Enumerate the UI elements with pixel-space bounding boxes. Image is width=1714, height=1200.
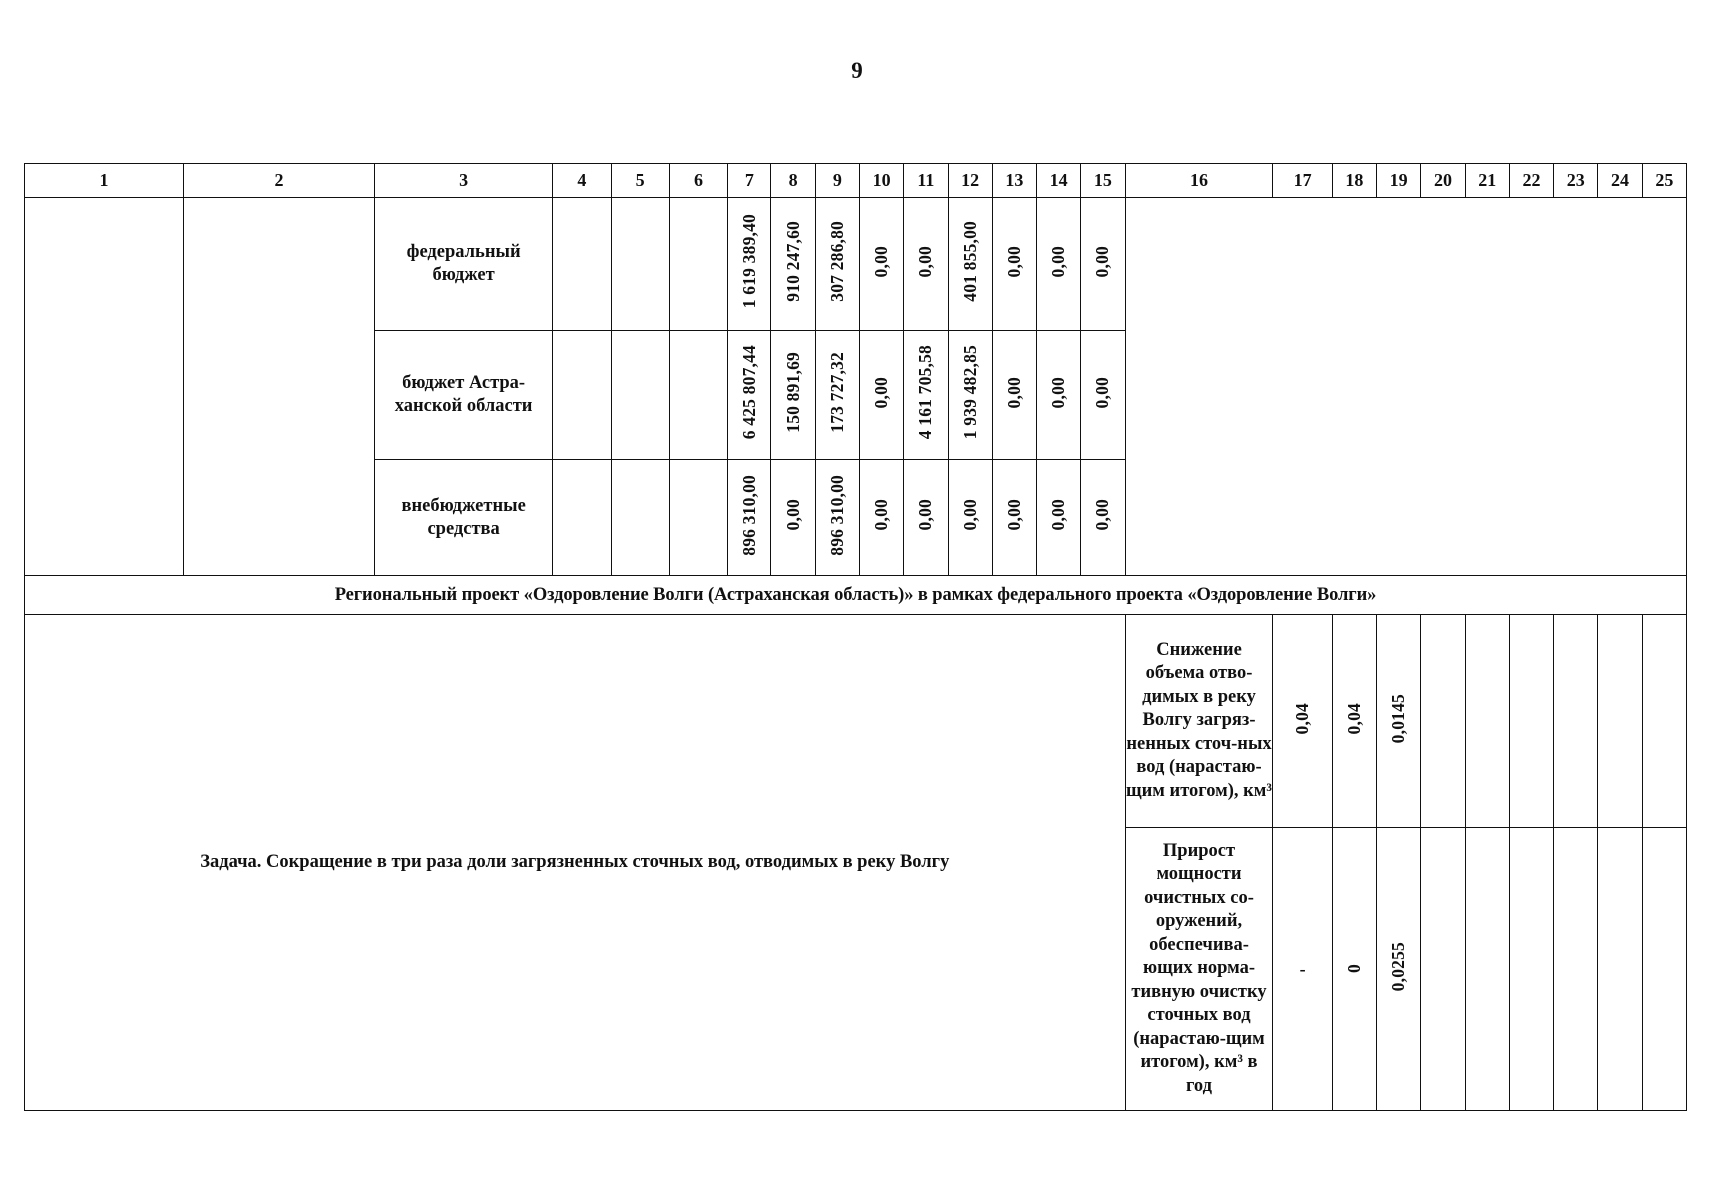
indicator-value: 0,0255	[1388, 941, 1409, 992]
col-header: 7	[728, 164, 771, 198]
indicator-value-cell	[1273, 615, 1332, 828]
empty-cell	[1465, 615, 1509, 828]
funding-row	[25, 198, 1687, 331]
empty-cell	[553, 331, 611, 460]
empty-cell	[1642, 828, 1686, 1111]
col-header: 10	[859, 164, 903, 198]
amount-cell	[815, 198, 859, 331]
funding-source: бюджет Астра-ханской области	[375, 331, 553, 460]
amount-value: 0,00	[871, 376, 892, 409]
empty-cell	[1465, 828, 1509, 1111]
funding-source: федеральный бюджет	[375, 198, 553, 331]
amount-cell	[1081, 198, 1125, 331]
regional-project-row	[25, 576, 1687, 615]
amount-value: 173 727,32	[826, 352, 847, 433]
amount-cell	[1037, 331, 1081, 460]
amount-cell	[948, 460, 992, 576]
amount-cell	[992, 460, 1036, 576]
col-header: 18	[1332, 164, 1376, 198]
amount-cell	[948, 198, 992, 331]
amount-cell	[771, 331, 815, 460]
amount-cell	[815, 331, 859, 460]
empty-cell	[669, 198, 727, 331]
col-header: 6	[669, 164, 727, 198]
amount-cell	[771, 198, 815, 331]
col-header: 2	[183, 164, 374, 198]
col-header: 24	[1598, 164, 1642, 198]
amount-value: 0,00	[871, 499, 892, 531]
col-header: 12	[948, 164, 992, 198]
amount-cell	[992, 331, 1036, 460]
amount-value: 307 286,80	[826, 221, 847, 302]
empty-cell	[183, 198, 374, 576]
amount-cell	[1037, 460, 1081, 576]
col-header: 21	[1465, 164, 1509, 198]
amount-value: 1 619 389,40	[738, 214, 759, 309]
col-header: 3	[375, 164, 553, 198]
empty-cell	[1554, 615, 1598, 828]
amount-cell	[992, 198, 1036, 331]
amount-cell	[1081, 331, 1125, 460]
indicator-value-cell	[1332, 828, 1376, 1111]
page-number: 9	[851, 58, 863, 83]
amount-cell	[904, 460, 948, 576]
empty-cell	[1509, 828, 1553, 1111]
amount-cell	[859, 198, 903, 331]
col-header: 8	[771, 164, 815, 198]
col-header: 25	[1642, 164, 1686, 198]
regional-project-title: Региональный проект «Оздоровление Волги (Астраханская область)» в рамках федерального проекта «Оздоровление Волги»	[25, 576, 1687, 615]
empty-cell	[1421, 615, 1465, 828]
amount-value: 6 425 807,44	[738, 345, 759, 440]
amount-value: 0,00	[871, 245, 892, 278]
indicator-row	[25, 615, 1687, 828]
empty-cell	[611, 331, 669, 460]
indicator-value-cell	[1273, 828, 1332, 1111]
empty-cell	[1598, 615, 1642, 828]
amount-value: 0,00	[1048, 499, 1069, 531]
amount-value: 0,00	[959, 499, 980, 531]
col-header: 20	[1421, 164, 1465, 198]
amount-value: 0,00	[1092, 499, 1113, 531]
amount-cell	[904, 331, 948, 460]
amount-value: 150 891,69	[782, 352, 803, 433]
col-header: 14	[1037, 164, 1081, 198]
indicator-value: 0,0145	[1388, 693, 1409, 744]
empty-cell	[1642, 615, 1686, 828]
amount-cell	[859, 460, 903, 576]
indicator-value-cell	[1332, 615, 1376, 828]
indicator-value-cell	[1377, 828, 1421, 1111]
amount-value: 401 855,00	[959, 221, 980, 302]
amount-cell	[859, 331, 903, 460]
amount-value: 0,00	[1092, 376, 1113, 409]
empty-cell	[1598, 828, 1642, 1111]
col-header: 23	[1554, 164, 1598, 198]
empty-cell	[1421, 828, 1465, 1111]
col-header: 5	[611, 164, 669, 198]
amount-cell	[1081, 460, 1125, 576]
empty-cell	[611, 198, 669, 331]
amount-value: 910 247,60	[782, 221, 803, 302]
amount-value: 0,00	[915, 245, 936, 278]
amount-value: 896 310,00	[738, 474, 759, 556]
empty-cell	[1509, 615, 1553, 828]
indicator-value: 0	[1343, 964, 1364, 973]
amount-value: 0,00	[1003, 499, 1024, 531]
col-header: 17	[1273, 164, 1332, 198]
indicator-value: 0,04	[1292, 702, 1313, 735]
empty-cell	[553, 460, 611, 576]
amount-cell	[728, 460, 771, 576]
empty-cell	[611, 460, 669, 576]
indicator-name: Снижение объема отво-димых в реку Волгу загряз-ненных сточ-ных вод (нарастаю-щим итогом), км³	[1125, 615, 1273, 828]
empty-cell	[25, 198, 184, 576]
empty-cell	[1554, 828, 1598, 1111]
empty-cell	[669, 331, 727, 460]
amount-value: 0,00	[1003, 376, 1024, 409]
col-header: 4	[553, 164, 611, 198]
col-header: 22	[1509, 164, 1553, 198]
indicator-value-cell	[1377, 615, 1421, 828]
col-header: 19	[1377, 164, 1421, 198]
program-table	[24, 163, 1687, 1111]
amount-value: 896 310,00	[826, 474, 847, 556]
amount-value: 0,00	[915, 499, 936, 531]
amount-value: 0,00	[1003, 245, 1024, 278]
amount-value: 0,00	[1048, 245, 1069, 278]
funding-source: внебюджетные средства	[375, 460, 553, 576]
task-description: Задача. Сокращение в три раза доли загрязненных сточных вод, отводимых в реку Волгу	[25, 615, 1126, 1111]
col-header: 15	[1081, 164, 1125, 198]
empty-cell	[553, 198, 611, 331]
col-header: 1	[25, 164, 184, 198]
amount-value: 4 161 705,58	[915, 345, 936, 440]
col-header: 16	[1125, 164, 1273, 198]
col-header: 13	[992, 164, 1036, 198]
indicator-value: -	[1299, 958, 1306, 979]
amount-value: 0,00	[782, 499, 803, 531]
amount-cell	[815, 460, 859, 576]
amount-cell	[1037, 198, 1081, 331]
amount-cell	[728, 331, 771, 460]
column-number-row	[25, 164, 1687, 198]
amount-cell	[904, 198, 948, 331]
amount-value: 1 939 482,85	[959, 345, 980, 440]
amount-cell	[728, 198, 771, 331]
amount-cell	[771, 460, 815, 576]
col-header: 11	[904, 164, 948, 198]
indicator-name: Прирост мощности очистных со-оружений, обеспечива-ющих норма-тивную очистку сточных вод (нарастаю-щим итогом), км³ в год	[1125, 828, 1273, 1111]
amount-cell	[948, 331, 992, 460]
empty-indicator-area	[1125, 198, 1686, 576]
amount-value: 0,00	[1092, 245, 1113, 278]
amount-value: 0,00	[1048, 376, 1069, 409]
col-header: 9	[815, 164, 859, 198]
empty-cell	[669, 460, 727, 576]
indicator-value: 0,04	[1343, 702, 1364, 735]
